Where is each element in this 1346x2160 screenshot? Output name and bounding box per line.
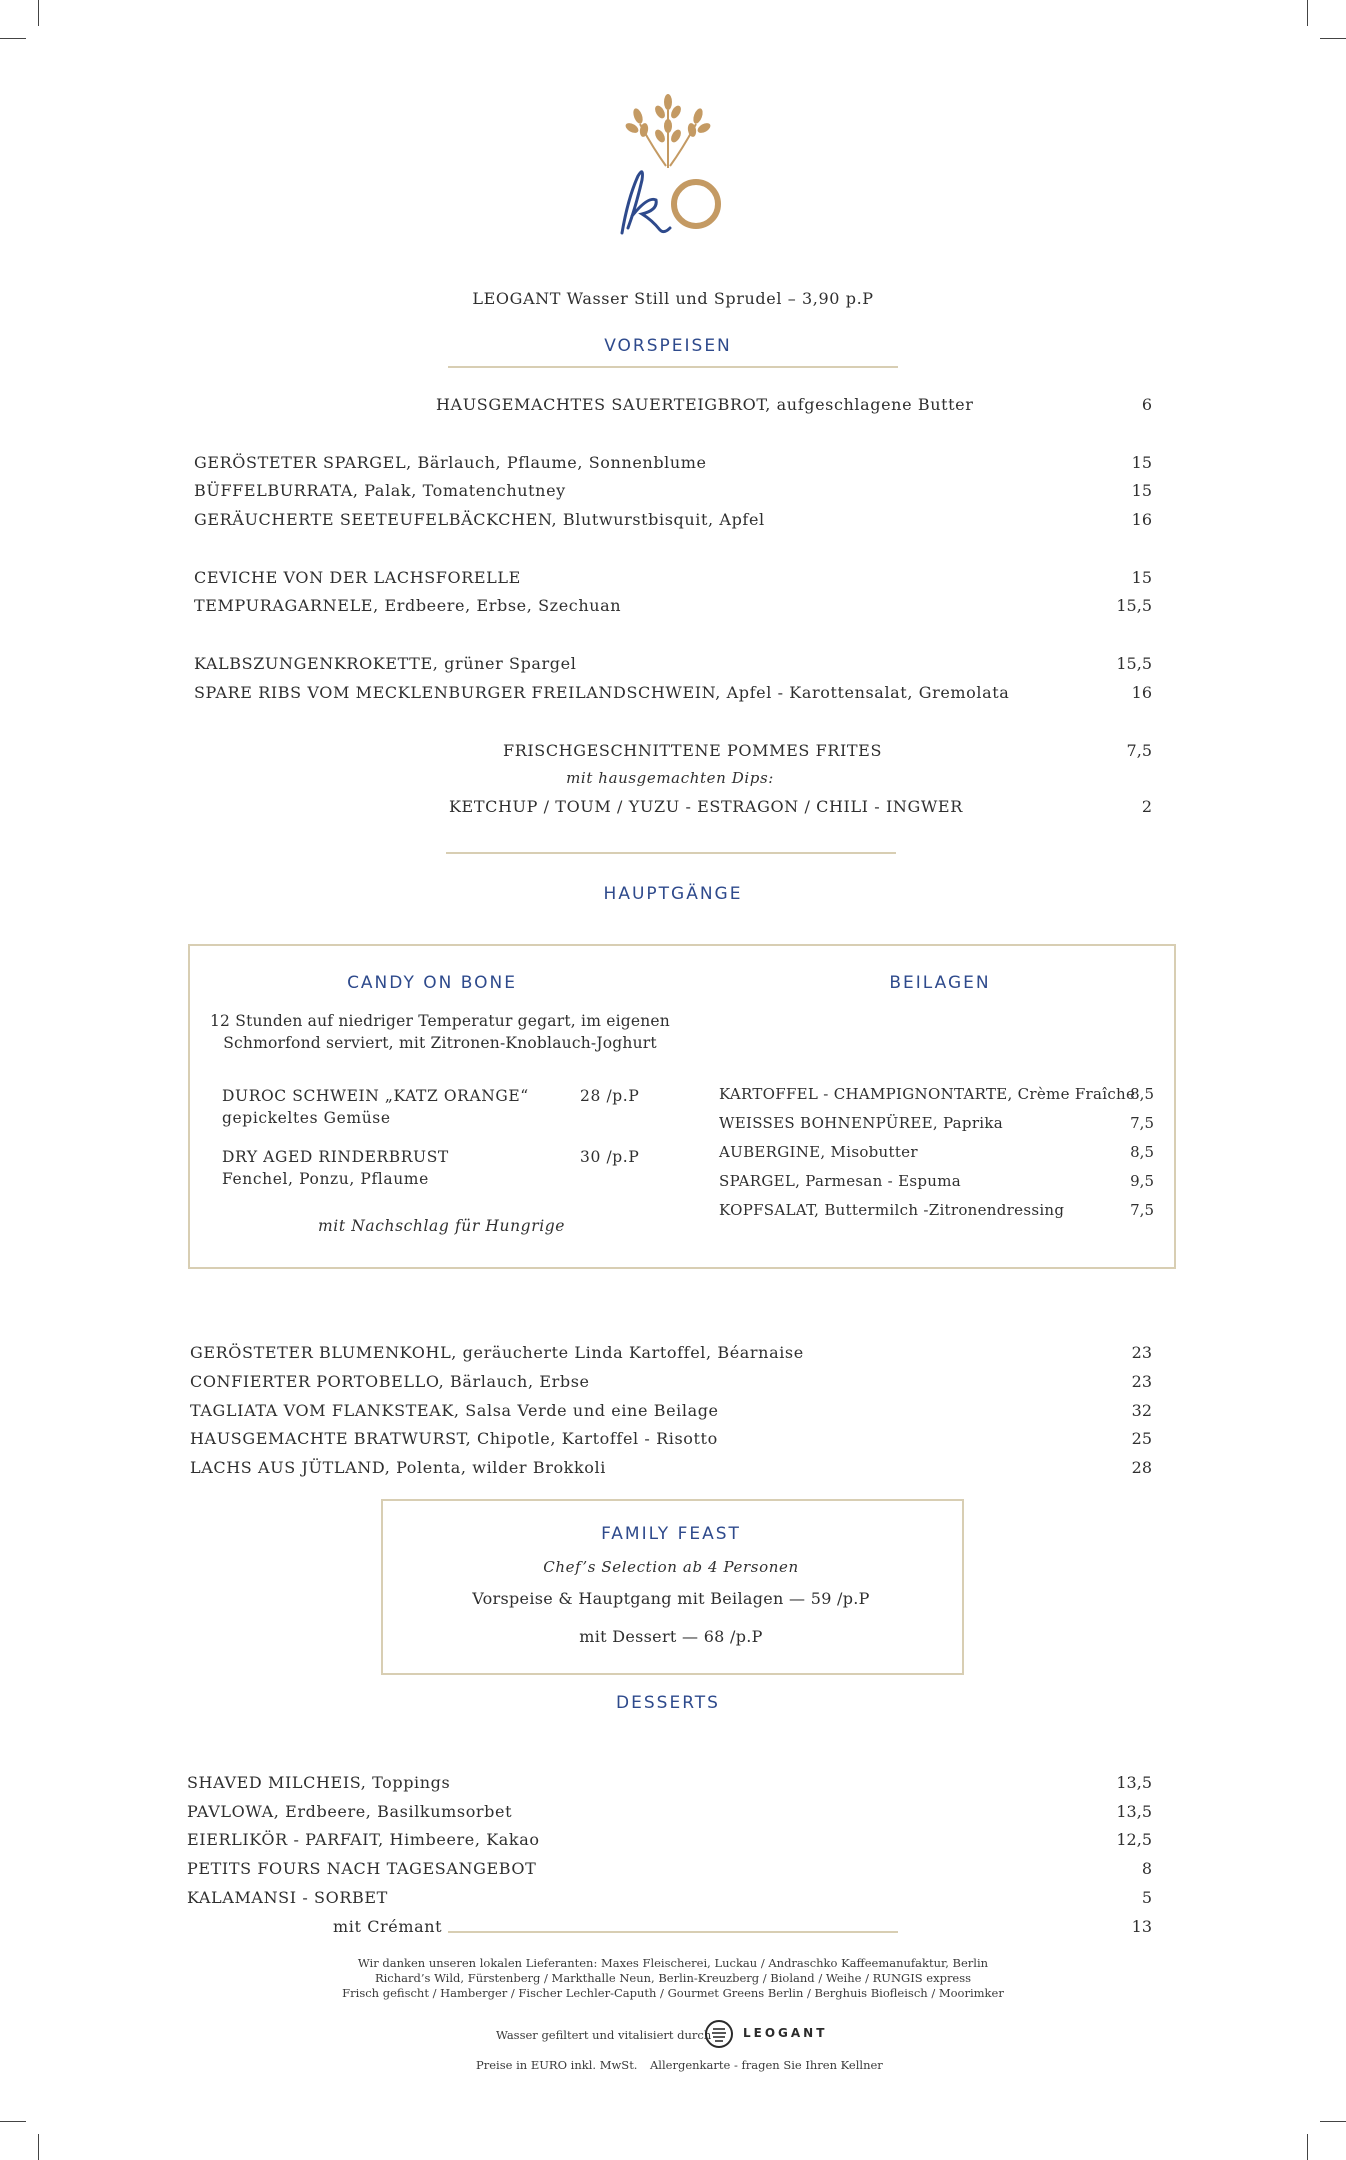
- prices-note: Preise in EURO inkl. MwSt.: [476, 2058, 638, 2072]
- section-heading-desserts: DESSERTS: [616, 1693, 720, 1713]
- menu-item-name: GERÖSTETER SPARGEL, Bärlauch, Pflaume, Sonnenblume: [194, 453, 707, 472]
- menu-item-subtitle: mit hausgemachten Dips:: [566, 769, 774, 787]
- menu-item-price: 15,5: [1116, 654, 1152, 673]
- menu-item-price: 30 /p.P: [580, 1148, 640, 1166]
- beilage-name: KARTOFFEL - CHAMPIGNONTARTE, Crème Fraîche: [719, 1085, 1136, 1103]
- leogant-brand: LEOGANT: [743, 2026, 828, 2040]
- beilage-price: 8,5: [1130, 1085, 1154, 1103]
- allergen-note: Allergenkarte - fragen Sie Ihren Kellner: [650, 2058, 883, 2072]
- menu-item-name: HAUSGEMACHTES SAUERTEIGBROT, aufgeschlagene Butter: [436, 395, 974, 414]
- menu-item-price: 13: [1131, 1917, 1152, 1936]
- beilage-name: SPARGEL, Parmesan - Espuma: [719, 1172, 961, 1190]
- menu-item-name: KALAMANSI - SORBET: [187, 1888, 388, 1907]
- menu-item-name: SHAVED MILCHEIS, Toppings: [187, 1773, 451, 1792]
- water-line: LEOGANT Wasser Still und Sprudel – 3,90 p.P: [472, 289, 874, 308]
- menu-item-price: 25: [1131, 1429, 1152, 1448]
- leogant-logo-icon: [704, 2019, 734, 2049]
- menu-item-price: 2: [1141, 797, 1152, 816]
- menu-item-name: KALBSZUNGENKROKETTE, grüner Spargel: [194, 654, 577, 673]
- suppliers-line: Frisch gefischt / Hamberger / Fischer Lechler-Caputh / Gourmet Greens Berlin / Berghuis Biofleisch / Moorimker: [342, 1986, 1004, 2000]
- menu-item-name: CEVICHE VON DER LACHSFORELLE: [194, 568, 521, 587]
- menu-item-name: SPARE RIBS VOM MECKLENBURGER FREILANDSCHWEIN, Apfel - Karottensalat, Gremolata: [194, 683, 1010, 702]
- menu-item-name: EIERLIKÖR - PARFAIT, Himbeere, Kakao: [187, 1830, 540, 1849]
- crop-mark: [1320, 38, 1346, 39]
- menu-item-subtitle: gepickeltes Gemüse: [222, 1109, 391, 1127]
- menu-item-name: KETCHUP / TOUM / YUZU - ESTRAGON / CHILI - INGWER: [449, 797, 963, 816]
- menu-item-name: DRY AGED RINDERBRUST: [222, 1148, 449, 1166]
- candy-description: Schmorfond serviert, mit Zitronen-Knoblauch-Joghurt: [223, 1034, 657, 1052]
- menu-item-name: TAGLIATA VOM FLANKSTEAK, Salsa Verde und eine Beilage: [190, 1401, 719, 1420]
- menu-item-name: LACHS AUS JÜTLAND, Polenta, wilder Brokkoli: [190, 1458, 606, 1477]
- beilage-name: KOPFSALAT, Buttermilch -Zitronendressing: [719, 1201, 1065, 1219]
- menu-item-price: 32: [1131, 1401, 1152, 1420]
- crop-mark: [1320, 2121, 1346, 2122]
- menu-item-name: GERÖSTETER BLUMENKOHL, geräucherte Linda Kartoffel, Béarnaise: [190, 1343, 804, 1362]
- menu-item-name: DUROC SCHWEIN „KATZ ORANGE“: [222, 1087, 529, 1105]
- menu-item-name: GERÄUCHERTE SEETEUFELBÄCKCHEN, Blutwurstbisquit, Apfel: [194, 510, 765, 529]
- crop-mark: [1307, 2134, 1308, 2160]
- menu-item-name: TEMPURAGARNELE, Erdbeere, Erbse, Szechuan: [194, 596, 622, 615]
- menu-item-price: 15,5: [1116, 596, 1152, 615]
- crop-mark: [38, 2134, 39, 2160]
- beilage-price: 9,5: [1130, 1172, 1154, 1190]
- beilagen-heading: BEILAGEN: [889, 973, 991, 993]
- family-feast-heading: FAMILY FEAST: [601, 1524, 741, 1544]
- menu-item-price: 5: [1141, 1888, 1152, 1907]
- menu-item-name: FRISCHGESCHNITTENE POMMES FRITES: [503, 741, 883, 760]
- candy-note: mit Nachschlag für Hungrige: [318, 1217, 566, 1235]
- beilage-price: 7,5: [1130, 1201, 1154, 1219]
- menu-item-name: mit Crémant: [333, 1917, 443, 1936]
- family-feast-subtitle: Chef’s Selection ab 4 Personen: [543, 1558, 799, 1576]
- beilage-name: WEISSES BOHNENPÜREE, Paprika: [719, 1114, 1004, 1132]
- menu-item-subtitle: Fenchel, Ponzu, Pflaume: [222, 1170, 429, 1188]
- crop-mark: [1307, 0, 1308, 26]
- section-heading-vorspeisen: VORSPEISEN: [604, 336, 732, 356]
- water-note: Wasser gefiltert und vitalisiert durch: [496, 2028, 712, 2042]
- crop-mark: [0, 2121, 26, 2122]
- menu-item-price: 12,5: [1116, 1830, 1152, 1849]
- menu-item-price: 6: [1141, 395, 1152, 414]
- crop-mark: [38, 0, 39, 26]
- suppliers-line: Richard’s Wild, Fürstenberg / Markthalle Neun, Berlin-Kreuzberg / Bioland / Weihe / RUNGIS express: [374, 1971, 972, 1985]
- crop-mark: [0, 38, 26, 39]
- candy-description: 12 Stunden auf niedriger Temperatur gegart, im eigenen: [210, 1012, 670, 1030]
- menu-item-price: 15: [1131, 568, 1152, 587]
- menu-item-price: 13,5: [1116, 1773, 1152, 1792]
- divider: [448, 366, 898, 368]
- family-feast-offer: mit Dessert — 68 /p.P: [579, 1627, 763, 1646]
- family-feast-offer: Vorspeise & Hauptgang mit Beilagen — 59 /p.P: [472, 1589, 870, 1608]
- beilage-name: AUBERGINE, Misobutter: [719, 1143, 918, 1161]
- menu-item-price: 7,5: [1126, 741, 1152, 760]
- menu-item-price: 23: [1131, 1343, 1152, 1362]
- suppliers-line: Wir danken unseren lokalen Lieferanten: Maxes Fleischerei, Luckau / Andraschko Kaffeemanufaktur, Berlin: [357, 1956, 989, 1970]
- menu-item-name: CONFIERTER PORTOBELLO, Bärlauch, Erbse: [190, 1372, 590, 1391]
- divider: [446, 852, 896, 854]
- candy-on-bone-heading: CANDY ON BONE: [347, 973, 517, 993]
- menu-item-name: BÜFFELBURRATA, Palak, Tomatenchutney: [194, 481, 566, 500]
- ko-logo: [598, 88, 738, 238]
- menu-item-price: 28 /p.P: [580, 1087, 640, 1105]
- menu-item-price: 16: [1131, 510, 1152, 529]
- divider: [448, 1931, 898, 1933]
- menu-item-name: PAVLOWA, Erdbeere, Basilkumsorbet: [187, 1802, 513, 1821]
- menu-item-name: PETITS FOURS NACH TAGESANGEBOT: [187, 1859, 537, 1878]
- menu-item-price: 15: [1131, 453, 1152, 472]
- beilage-price: 7,5: [1130, 1114, 1154, 1132]
- menu-item-name: HAUSGEMACHTE BRATWURST, Chipotle, Kartoffel - Risotto: [190, 1429, 718, 1448]
- menu-item-price: 8: [1141, 1859, 1152, 1878]
- menu-item-price: 16: [1131, 683, 1152, 702]
- menu-item-price: 23: [1131, 1372, 1152, 1391]
- section-heading-hauptgaenge: HAUPTGÄNGE: [603, 884, 743, 904]
- menu-item-price: 28: [1131, 1458, 1152, 1477]
- menu-item-price: 15: [1131, 481, 1152, 500]
- beilage-price: 8,5: [1130, 1143, 1154, 1161]
- menu-item-price: 13,5: [1116, 1802, 1152, 1821]
